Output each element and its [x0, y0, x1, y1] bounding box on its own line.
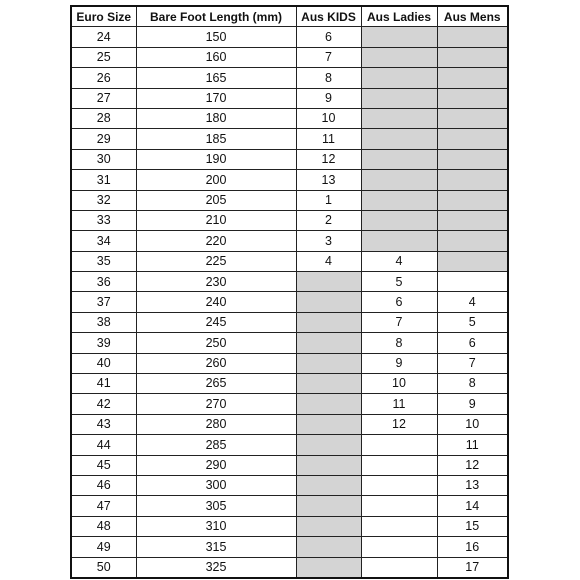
aus-ladies-cell: 7 [361, 312, 437, 332]
aus-ladies-cell: 10 [361, 374, 437, 394]
euro-size-cell: 35 [71, 251, 136, 271]
aus-mens-cell [437, 68, 508, 88]
aus-kids-cell [296, 557, 361, 578]
aus-ladies-cell [361, 149, 437, 169]
euro-size-cell: 47 [71, 496, 136, 516]
aus-kids-cell: 12 [296, 149, 361, 169]
table-row [71, 435, 508, 455]
table-body [71, 27, 508, 578]
euro-size-cell: 26 [71, 68, 136, 88]
aus-ladies-cell [361, 210, 437, 230]
table-row [71, 374, 508, 394]
aus-kids-cell: 4 [296, 251, 361, 271]
table-row [71, 312, 508, 332]
euro-size-cell: 36 [71, 272, 136, 292]
aus-kids-cell: 7 [296, 47, 361, 67]
foot-length-cell: 185 [136, 129, 296, 149]
foot-length-cell: 180 [136, 108, 296, 128]
euro-size-cell: 45 [71, 455, 136, 475]
aus-kids-cell [296, 292, 361, 312]
aus-ladies-cell: 11 [361, 394, 437, 414]
foot-length-cell: 325 [136, 557, 296, 578]
aus-kids-cell [296, 475, 361, 495]
header-aus-ladies: Aus Ladies [361, 6, 437, 27]
table-row [71, 394, 508, 414]
aus-ladies-cell: 5 [361, 272, 437, 292]
foot-length-cell: 315 [136, 537, 296, 557]
aus-mens-cell [437, 231, 508, 251]
aus-mens-cell: 11 [437, 435, 508, 455]
foot-length-cell: 280 [136, 414, 296, 434]
euro-size-cell: 28 [71, 108, 136, 128]
euro-size-cell: 43 [71, 414, 136, 434]
header-aus-mens: Aus Mens [437, 6, 508, 27]
table-row [71, 496, 508, 516]
shoe-size-table [70, 5, 509, 579]
aus-mens-cell: 17 [437, 557, 508, 578]
table-row [71, 149, 508, 169]
euro-size-cell: 42 [71, 394, 136, 414]
aus-mens-cell [437, 272, 508, 292]
euro-size-cell: 40 [71, 353, 136, 373]
foot-length-cell: 245 [136, 312, 296, 332]
aus-mens-cell: 5 [437, 312, 508, 332]
foot-length-cell: 260 [136, 353, 296, 373]
aus-ladies-cell [361, 475, 437, 495]
aus-mens-cell [437, 88, 508, 108]
aus-mens-cell: 9 [437, 394, 508, 414]
foot-length-cell: 310 [136, 516, 296, 536]
aus-kids-cell [296, 516, 361, 536]
euro-size-cell: 33 [71, 210, 136, 230]
table-row [71, 47, 508, 67]
aus-kids-cell [296, 394, 361, 414]
aus-mens-cell: 14 [437, 496, 508, 516]
aus-mens-cell: 13 [437, 475, 508, 495]
table-row [71, 27, 508, 47]
foot-length-cell: 220 [136, 231, 296, 251]
aus-kids-cell [296, 414, 361, 434]
aus-mens-cell: 10 [437, 414, 508, 434]
aus-ladies-cell [361, 231, 437, 251]
foot-length-cell: 240 [136, 292, 296, 312]
aus-ladies-cell [361, 129, 437, 149]
aus-ladies-cell: 8 [361, 333, 437, 353]
aus-mens-cell: 15 [437, 516, 508, 536]
aus-mens-cell [437, 190, 508, 210]
euro-size-cell: 31 [71, 170, 136, 190]
aus-mens-cell [437, 170, 508, 190]
table-row [71, 108, 508, 128]
aus-ladies-cell [361, 88, 437, 108]
table-row [71, 537, 508, 557]
header-row [71, 6, 508, 27]
euro-size-cell: 25 [71, 47, 136, 67]
header-bare-foot-length: Bare Foot Length (mm) [136, 6, 296, 27]
aus-ladies-cell [361, 537, 437, 557]
aus-mens-cell [437, 27, 508, 47]
aus-mens-cell [437, 210, 508, 230]
aus-ladies-cell: 12 [361, 414, 437, 434]
euro-size-cell: 46 [71, 475, 136, 495]
aus-kids-cell: 2 [296, 210, 361, 230]
aus-kids-cell [296, 272, 361, 292]
euro-size-cell: 44 [71, 435, 136, 455]
aus-kids-cell [296, 333, 361, 353]
aus-kids-cell: 11 [296, 129, 361, 149]
foot-length-cell: 170 [136, 88, 296, 108]
table-row [71, 475, 508, 495]
aus-ladies-cell [361, 47, 437, 67]
foot-length-cell: 250 [136, 333, 296, 353]
aus-ladies-cell: 4 [361, 251, 437, 271]
aus-ladies-cell [361, 435, 437, 455]
euro-size-cell: 30 [71, 149, 136, 169]
aus-ladies-cell [361, 108, 437, 128]
table-row [71, 210, 508, 230]
foot-length-cell: 300 [136, 475, 296, 495]
aus-kids-cell: 9 [296, 88, 361, 108]
aus-kids-cell [296, 353, 361, 373]
table-row [71, 190, 508, 210]
aus-mens-cell [437, 47, 508, 67]
table-row [71, 414, 508, 434]
aus-mens-cell: 7 [437, 353, 508, 373]
foot-length-cell: 270 [136, 394, 296, 414]
aus-mens-cell [437, 251, 508, 271]
aus-ladies-cell [361, 170, 437, 190]
table-row [71, 231, 508, 251]
aus-kids-cell [296, 374, 361, 394]
foot-length-cell: 285 [136, 435, 296, 455]
euro-size-cell: 27 [71, 88, 136, 108]
euro-size-cell: 49 [71, 537, 136, 557]
table-row [71, 272, 508, 292]
aus-kids-cell [296, 496, 361, 516]
aus-mens-cell: 8 [437, 374, 508, 394]
foot-length-cell: 150 [136, 27, 296, 47]
aus-mens-cell [437, 129, 508, 149]
euro-size-cell: 32 [71, 190, 136, 210]
aus-mens-cell: 16 [437, 537, 508, 557]
table-row [71, 68, 508, 88]
foot-length-cell: 225 [136, 251, 296, 271]
aus-kids-cell: 8 [296, 68, 361, 88]
euro-size-cell: 38 [71, 312, 136, 332]
table-row [71, 557, 508, 578]
aus-ladies-cell [361, 516, 437, 536]
foot-length-cell: 190 [136, 149, 296, 169]
table-row [71, 292, 508, 312]
euro-size-cell: 39 [71, 333, 136, 353]
aus-ladies-cell [361, 68, 437, 88]
table-row [71, 516, 508, 536]
aus-kids-cell [296, 312, 361, 332]
aus-mens-cell: 4 [437, 292, 508, 312]
header-aus-kids: Aus KIDS [296, 6, 361, 27]
table-row [71, 455, 508, 475]
euro-size-cell: 34 [71, 231, 136, 251]
aus-ladies-cell [361, 496, 437, 516]
table-row [71, 88, 508, 108]
table-row [71, 129, 508, 149]
aus-ladies-cell [361, 557, 437, 578]
foot-length-cell: 290 [136, 455, 296, 475]
aus-kids-cell: 13 [296, 170, 361, 190]
euro-size-cell: 41 [71, 374, 136, 394]
foot-length-cell: 205 [136, 190, 296, 210]
euro-size-cell: 24 [71, 27, 136, 47]
aus-mens-cell [437, 108, 508, 128]
foot-length-cell: 165 [136, 68, 296, 88]
euro-size-cell: 29 [71, 129, 136, 149]
aus-ladies-cell: 9 [361, 353, 437, 373]
foot-length-cell: 305 [136, 496, 296, 516]
euro-size-cell: 50 [71, 557, 136, 578]
aus-mens-cell: 12 [437, 455, 508, 475]
aus-kids-cell [296, 537, 361, 557]
aus-kids-cell: 10 [296, 108, 361, 128]
aus-ladies-cell [361, 27, 437, 47]
aus-kids-cell: 1 [296, 190, 361, 210]
foot-length-cell: 265 [136, 374, 296, 394]
foot-length-cell: 200 [136, 170, 296, 190]
header-euro-size: Euro Size [71, 6, 136, 27]
foot-length-cell: 230 [136, 272, 296, 292]
aus-mens-cell: 6 [437, 333, 508, 353]
aus-kids-cell: 6 [296, 27, 361, 47]
aus-kids-cell [296, 455, 361, 475]
aus-ladies-cell: 6 [361, 292, 437, 312]
table-row [71, 333, 508, 353]
table-row [71, 251, 508, 271]
table-row [71, 353, 508, 373]
euro-size-cell: 37 [71, 292, 136, 312]
aus-kids-cell: 3 [296, 231, 361, 251]
foot-length-cell: 160 [136, 47, 296, 67]
foot-length-cell: 210 [136, 210, 296, 230]
aus-kids-cell [296, 435, 361, 455]
table-row [71, 170, 508, 190]
aus-ladies-cell [361, 455, 437, 475]
aus-mens-cell [437, 149, 508, 169]
aus-ladies-cell [361, 190, 437, 210]
euro-size-cell: 48 [71, 516, 136, 536]
